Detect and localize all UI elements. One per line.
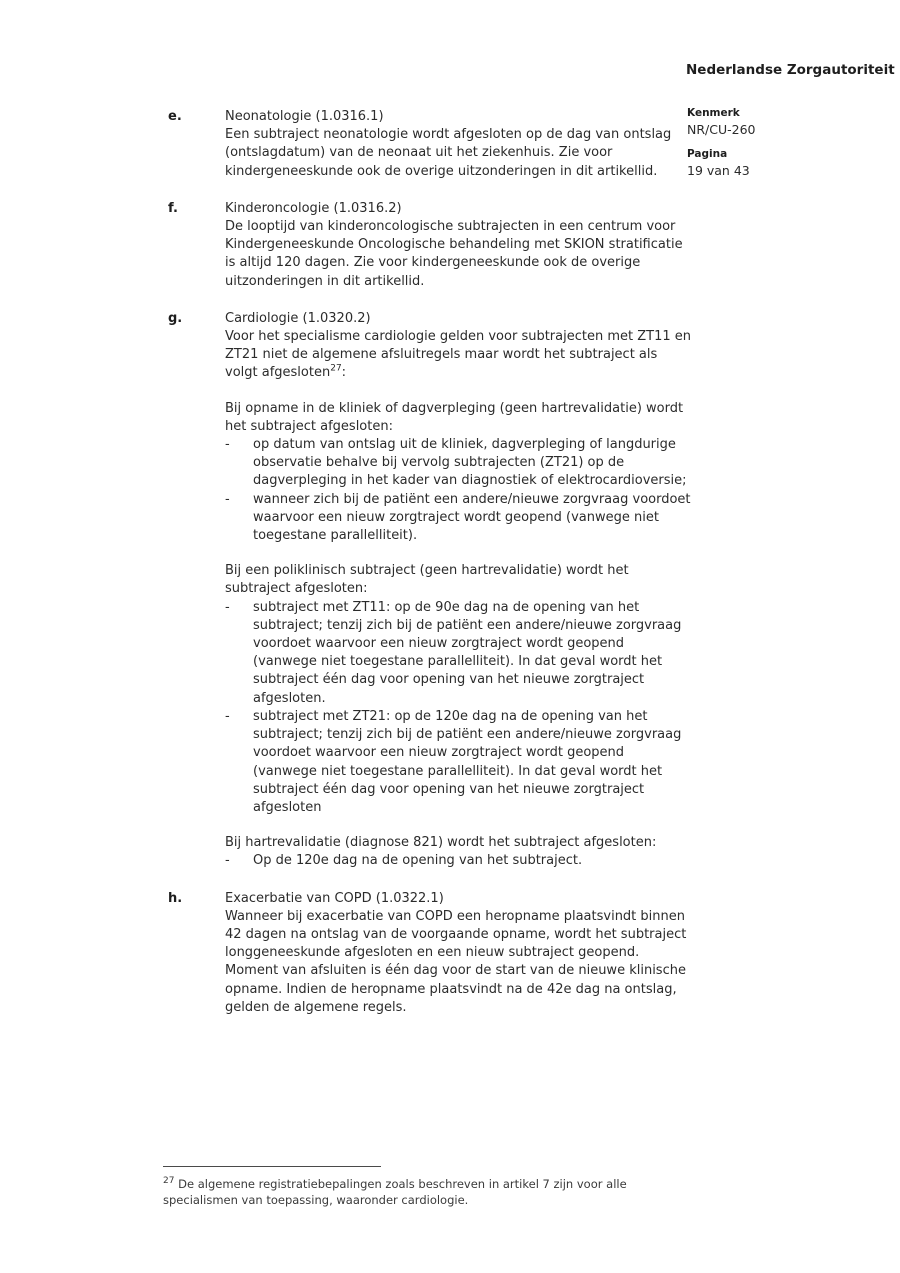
- dash-list-item: [225, 436, 691, 491]
- footnote-text: [163, 1176, 643, 1208]
- list-item: [168, 310, 691, 871]
- dash-bullet: -: [225, 599, 230, 615]
- paragraph: De looptijd van kinderoncologische subtrajecten in een centrum voor Kindergeneeskunde Oncologische behandeling met SKION stratificatie is altijd 120 dagen. Zie voor kindergeneeskunde ook de overige uitzonderingen in dit artikellid.: [225, 219, 683, 289]
- item-letter: g.: [168, 310, 183, 326]
- item-letter: e.: [168, 109, 182, 124]
- dash-list-item: [225, 708, 691, 817]
- dash-bullet: -: [225, 708, 230, 724]
- kenmerk-label: Kenmerk: [687, 107, 740, 119]
- pagina-label: Pagina: [687, 148, 728, 160]
- list-item: [168, 108, 691, 181]
- dash-list: [225, 436, 691, 545]
- page-meta-sidebar: [687, 106, 847, 188]
- footnote-marker: 27: [163, 1176, 175, 1187]
- items-list: [168, 108, 691, 1036]
- dash-item-text: op datum van ontslag uit de kliniek, dagverpleging of langdurige observatie behalve bij vervolg subtrajecten (ZT21) op de dagverpleging in het kader van diagnostiek of elektrocardioversie;: [253, 437, 687, 489]
- dash-bullet: -: [225, 437, 230, 453]
- item-title: Exacerbatie van COPD (1.0322.1): [225, 890, 444, 906]
- paragraph: Voor het specialisme cardiologie gelden voor subtrajecten met ZT11 en ZT21 niet de algemene afsluitregels maar wordt het subtraject als volgt afgesloten$^{27}$:: [225, 329, 691, 381]
- item-body: [225, 310, 691, 871]
- item-body: [225, 108, 691, 181]
- item-body: [225, 200, 691, 291]
- dash-bullet: -: [225, 491, 230, 507]
- dash-item-text: wanneer zich bij de patiënt een andere/nieuwe zorgvraag voordoet waarvoor een nieuw zorgtraject wordt geopend (vanwege niet toegestane parallelliteit).: [253, 491, 691, 544]
- footnote-ref: 27: [330, 364, 342, 375]
- kenmerk-value: NR/CU-260: [687, 122, 756, 137]
- dash-list-item: [225, 852, 691, 870]
- dash-list-item: [225, 491, 691, 546]
- list-item: [168, 200, 691, 291]
- item-title: Cardiologie (1.0320.2): [225, 310, 371, 326]
- item-title: Kinderoncologie (1.0316.2): [225, 200, 402, 216]
- list-item: [168, 890, 691, 1017]
- dash-list: [225, 852, 691, 870]
- paragraph: Een subtraject neonatologie wordt afgesloten op de dag van ontslag (ontslagdatum) van de neonaat uit het ziekenhuis. Zie voor kindergeneeskunde ook de overige uitzonderingen in dit artikellid.: [225, 127, 672, 179]
- footnote: [163, 1166, 643, 1208]
- dash-item-text: subtraject met ZT21: op de 120e dag na de opening van het subtraject; tenzij zich bij de patiënt een andere/nieuwe zorgvraag voordoet waarvoor een nieuw zorgtraject wordt geopend (vanwege niet toegestane parallelliteit). In dat geval wordt het subtraject één dag voor opening van het nieuwe zorgtraject afgesloten: [253, 708, 682, 815]
- dash-list-item: [225, 599, 691, 708]
- dash-item-text: Op de 120e dag na de opening van het subtraject.: [253, 853, 583, 869]
- org-title: Nederlandse Zorgautoriteit: [686, 62, 895, 78]
- paragraph: Bij opname in de kliniek of dagverpleging (geen hartrevalidatie) wordt het subtraject afgesloten:: [225, 400, 684, 434]
- paragraph: Bij een poliklinisch subtraject (geen hartrevalidatie) wordt het subtraject afgesloten:: [225, 563, 629, 597]
- dash-list: [225, 599, 691, 817]
- footnote-body: De algemene registratiebepalingen zoals beschreven in artikel 7 zijn voor alle specialismen van toepassing, waaronder cardiologie.: [163, 1177, 627, 1207]
- paragraph: Bij hartrevalidatie (diagnose 821) wordt het subtraject afgesloten:: [225, 835, 657, 851]
- pagina-value: 19 van 43: [687, 163, 750, 178]
- item-body: [225, 890, 691, 1017]
- item-letter: h.: [168, 890, 183, 906]
- paragraph: Wanneer bij exacerbatie van COPD een heropname plaatsvindt binnen 42 dagen na ontslag van de voorgaande opname, wordt het subtraject longgeneeskunde afgesloten en een nieuw subtraject geopend. Moment van afsluiten is één dag voor de start van de nieuwe klinische opname. Indien de heropname plaatsvindt na de 42e dag na ontslag, gelden de algemene regels.: [225, 908, 687, 1015]
- item-title: Neonatologie (1.0316.1): [225, 109, 384, 124]
- footnote-divider: [163, 1166, 381, 1167]
- dash-item-text: subtraject met ZT11: op de 90e dag na de opening van het subtraject; tenzij zich bij de patiënt een andere/nieuwe zorgvraag voordoet waarvoor een nieuw zorgtraject wordt geopend (vanwege niet toegestane parallelliteit). In dat geval wordt het subtraject één dag voor opening van het nieuwe zorgtraject afgesloten.: [253, 599, 682, 706]
- item-letter: f.: [168, 200, 178, 216]
- dash-bullet: -: [225, 853, 230, 869]
